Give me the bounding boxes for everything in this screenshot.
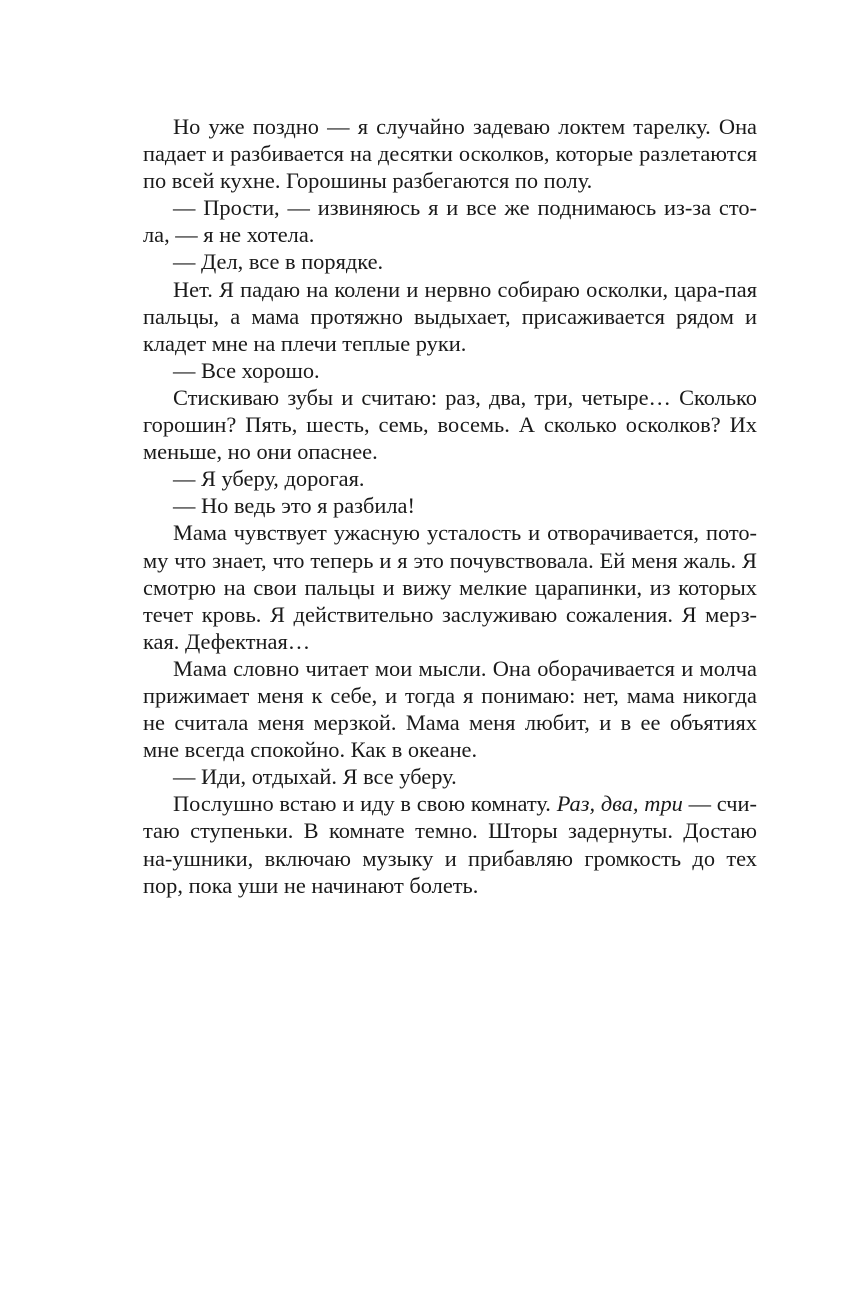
paragraph-last — [143, 790, 757, 898]
paragraph: Мама чувствует ужасную усталость и отворачивается, пото-му что знает, что теперь и я это почувствовала. Ей меня жаль. Я смотрю на свои пальцы и вижу мелкие царапинки, из которых течет кровь. Я действительно заслуживаю сожаления. Я мерз-кая. Дефектная… — [143, 520, 757, 654]
paragraph: Но уже поздно — я случайно задеваю локтем тарелку. Она падает и разбивается на десятки осколков, которые разлетаются по всей кухне. Горошины разбегаются по полу. — [143, 114, 757, 194]
paragraph: — Прости, — извиняюсь я и все же поднимаюсь из-за сто-ла, — я не хотела. — [143, 195, 757, 248]
paragraph: Стискиваю зубы и считаю: раз, два, три, четыре… Сколько горошин? Пять, шесть, семь, восемь. А сколько осколков? Их меньше, но они опаснее. — [143, 384, 757, 465]
text-run: — счи-таю ступеньки. В комнате темно. Шторы задернуты. Достаю на-ушники, включаю музыку и прибавляю громкость до тех пор, пока уши не начинают болеть. — [143, 791, 758, 898]
paragraph: — Дел, все в порядке. — [173, 249, 384, 275]
paragraph: — Все хорошо. — [173, 357, 320, 383]
paragraph: — Но ведь это я разбила! — [173, 493, 415, 519]
paragraph: Нет. Я падаю на колени и нервно собираю осколки, цара-пая пальцы, а мама протяжно выдыхает, присаживается рядом и кладет мне на плечи теплые руки. — [143, 276, 757, 356]
paragraph: Мама словно читает мои мысли. Она оборачивается и молча прижимает меня к себе, и тогда я понимаю: нет, мама никогда не считала меня мерзкой. Мама меня любит, и в ее объятиях мне всегда спокойно. Как в океане. — [143, 655, 757, 763]
paragraph: — Я уберу, дорогая. — [173, 466, 365, 492]
paragraph: — Иди, отдыхай. Я все уберу. — [173, 764, 457, 790]
italic-text-run: Раз, два, три — [556, 791, 683, 817]
body-text — [143, 113, 757, 899]
text-run: Послушно встаю и иду в свою комнату. — [173, 791, 557, 817]
